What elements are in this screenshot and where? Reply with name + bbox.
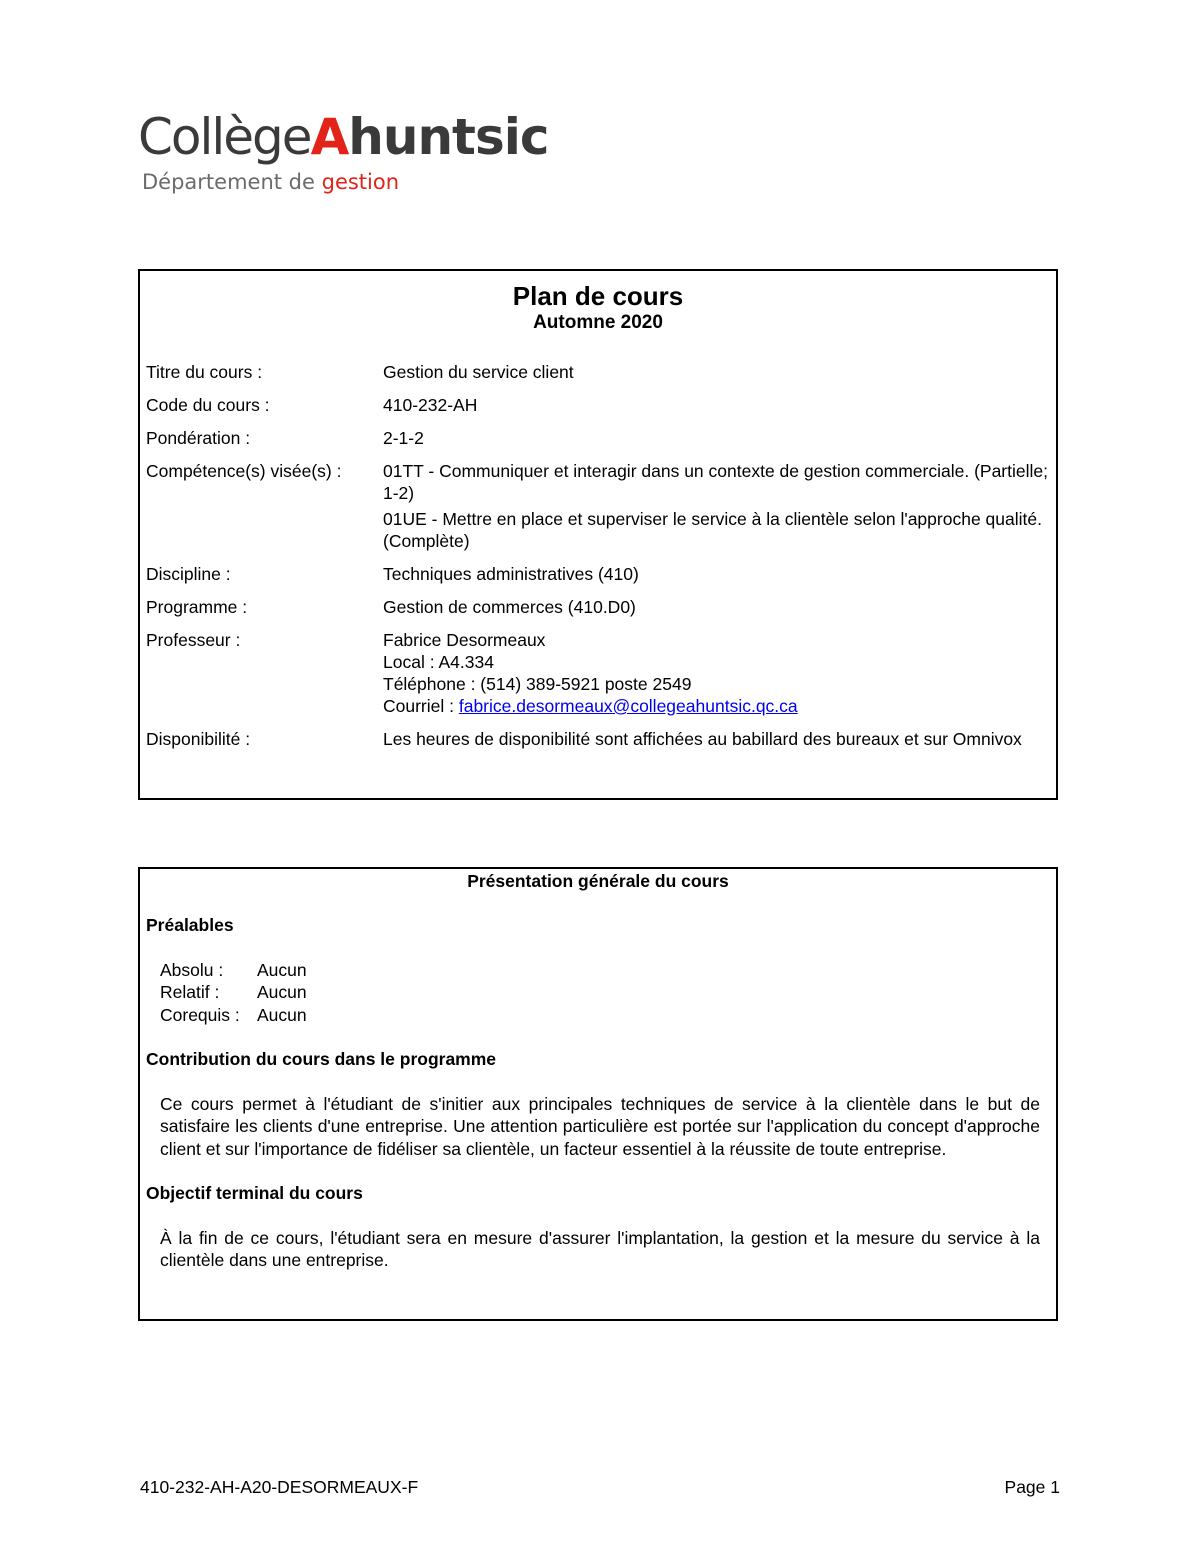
- row-professeur: [140, 629, 1056, 717]
- code-label: Code du cours :: [146, 395, 270, 415]
- code-value: 410-232-AH: [383, 395, 478, 415]
- row-titre: [140, 361, 1056, 383]
- plan-session: Automne 2020: [533, 312, 663, 333]
- department-name: [142, 170, 549, 194]
- prealable-value: Aucun: [257, 959, 307, 980]
- prealable-label: Corequis :: [160, 1004, 240, 1025]
- professeur-label: Professeur :: [146, 630, 241, 650]
- row-discipline: [140, 563, 1056, 585]
- course-info-table: [140, 361, 1056, 750]
- professeur-name: Fabrice Desormeaux: [383, 630, 546, 650]
- logo-wordmark: [138, 108, 549, 166]
- discipline-value: Techniques administratives (410): [383, 564, 639, 584]
- contribution-text: Ce cours permet à l'étudiant de s'initier aux principales techniques de service à la clientèle dans le but de satisfaire les clients d'une entreprise. Une attention particulière est portée sur l'application du concept d'approche client et sur l'importance de fidéliser sa clientèle, un facteur essentiel à la réussite de toute entreprise.: [160, 1093, 1040, 1159]
- page-footer: [140, 1477, 1060, 1498]
- competences-value: [383, 460, 1056, 552]
- prealable-label: Absolu :: [160, 959, 224, 980]
- prealable-value: Aucun: [257, 1004, 307, 1025]
- document-code: 410-232-AH-A20-DESORMEAUX-F: [140, 1477, 419, 1497]
- courriel-label: Courriel :: [383, 696, 459, 716]
- prealable-corequis: [160, 1004, 1040, 1027]
- programme-value: Gestion de commerces (410.D0): [383, 597, 636, 617]
- row-disponibilite: [140, 728, 1056, 750]
- department-accent: gestion: [321, 170, 400, 194]
- row-programme: [140, 596, 1056, 618]
- objectif-heading: Objectif terminal du cours: [146, 1183, 363, 1203]
- prealable-label: Relatif :: [160, 982, 220, 1002]
- row-competences: [140, 460, 1056, 552]
- department-prefix: Département de: [142, 170, 322, 194]
- presentation-box: [138, 867, 1058, 1321]
- competences-label: Compétence(s) visée(s) :: [146, 461, 342, 481]
- professeur-phone: Téléphone : (514) 389-5921 poste 2549: [383, 674, 692, 694]
- professeur-email-line: [383, 695, 1050, 717]
- presentation-title: Présentation générale du cours: [467, 871, 729, 891]
- objectif-text: À la fin de ce cours, l'étudiant sera en mesure d'assurer l'implantation, la gestion et la mesure du service à la clientèle dans une entreprise.: [160, 1227, 1040, 1270]
- page-number: Page 1: [1004, 1477, 1060, 1497]
- professeur-local: Local : A4.334: [383, 652, 494, 672]
- college-logo: [138, 108, 549, 194]
- discipline-label: Discipline :: [146, 564, 231, 584]
- prealable-value: Aucun: [257, 982, 307, 1002]
- logo-college-text: Collège: [138, 108, 311, 166]
- prealables-heading: Préalables: [146, 915, 234, 935]
- disponibilite-value: Les heures de disponibilité sont affichées au babillard des bureaux et sur Omnivox: [383, 729, 1022, 749]
- programme-label: Programme :: [146, 597, 248, 617]
- titre-value: Gestion du service client: [383, 362, 574, 382]
- competence-01tt: 01TT - Communiquer et interagir dans un contexte de gestion commerciale. (Partielle; 1-2): [383, 461, 1048, 503]
- professeur-value: [383, 629, 1056, 717]
- course-plan-box: [138, 269, 1058, 800]
- prealable-absolu: [160, 959, 1040, 982]
- email-link[interactable]: fabrice.desormeaux@collegeahuntsic.qc.ca: [458, 696, 798, 716]
- ponderation-value: 2-1-2: [383, 428, 424, 448]
- row-ponderation: [140, 427, 1056, 449]
- row-code: [140, 394, 1056, 416]
- disponibilite-label: Disponibilité :: [146, 729, 251, 749]
- prealables-list: [146, 959, 1040, 1027]
- competence-01ue: 01UE - Mettre en place et superviser le service à la clientèle selon l'approche qualité. (Complète): [383, 509, 1042, 551]
- logo-a-letter: A: [310, 108, 349, 166]
- prealable-relatif: [160, 981, 1040, 1004]
- contribution-heading: Contribution du cours dans le programme: [146, 1049, 497, 1069]
- titre-label: Titre du cours :: [146, 362, 263, 382]
- ponderation-label: Pondération :: [146, 428, 251, 448]
- logo-huntsic-text: huntsic: [348, 108, 549, 166]
- plan-title: Plan de cours: [512, 281, 684, 311]
